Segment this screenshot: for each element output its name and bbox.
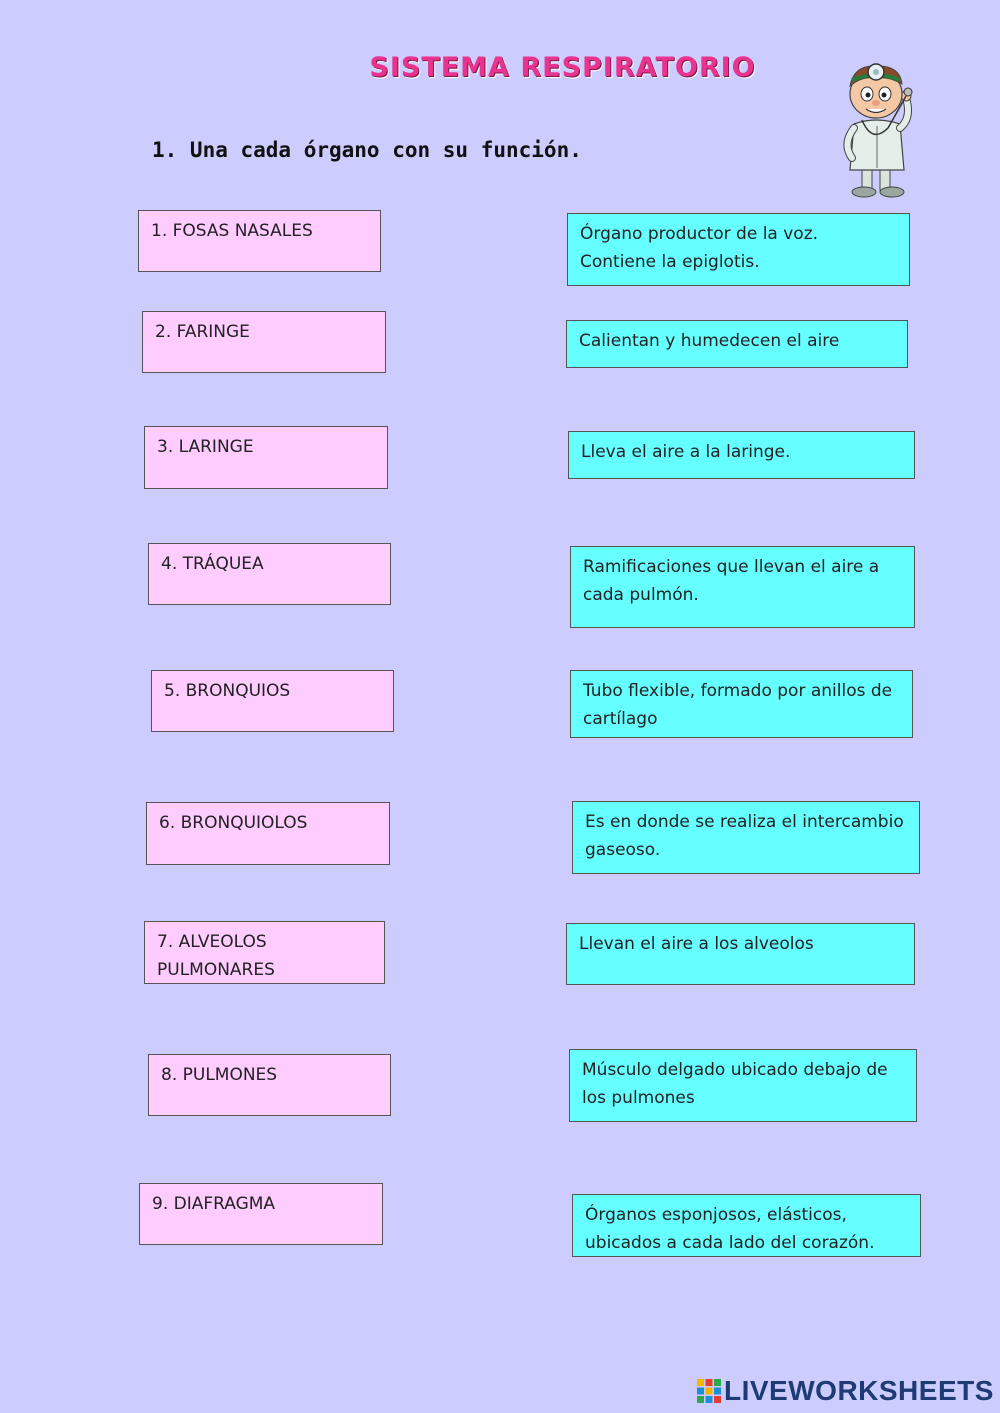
organ-box-3[interactable]: 3. LARINGE	[144, 426, 388, 489]
liveworksheets-logo-icon	[696, 1378, 722, 1404]
function-box-1[interactable]: Órgano productor de la voz. Contiene la epiglotis.	[567, 213, 910, 286]
organ-box-7[interactable]: 7. ALVEOLOS PULMONARES	[144, 921, 385, 984]
organ-box-4[interactable]: 4. TRÁQUEA	[148, 543, 391, 605]
function-box-4[interactable]: Ramificaciones que llevan el aire a cada pulmón.	[570, 546, 915, 628]
function-box-9[interactable]: Órganos esponjosos, elásticos, ubicados a cada lado del corazón.	[572, 1194, 921, 1257]
function-box-8[interactable]: Músculo delgado ubicado debajo de los pulmones	[569, 1049, 917, 1122]
organ-box-8[interactable]: 8. PULMONES	[148, 1054, 391, 1116]
page-title: SISTEMA RESPIRATORIO	[369, 52, 756, 83]
function-box-6[interactable]: Es en donde se realiza el intercambio gaseoso.	[572, 801, 920, 874]
liveworksheets-logo-text: LIVEWORKSHEETS	[724, 1375, 994, 1406]
doctor-illustration	[832, 58, 922, 200]
function-box-5[interactable]: Tubo flexible, formado por anillos de cartílago	[570, 670, 913, 738]
organ-box-9[interactable]: 9. DIAFRAGMA	[139, 1183, 383, 1245]
liveworksheets-logo[interactable]	[696, 1374, 994, 1408]
organ-box-1[interactable]: 1. FOSAS NASALES	[138, 210, 381, 272]
organ-box-6[interactable]: 6. BRONQUIOLOS	[146, 802, 390, 865]
function-box-7[interactable]: Llevan el aire a los alveolos	[566, 923, 915, 985]
function-box-3[interactable]: Lleva el aire a la laringe.	[568, 431, 915, 479]
organ-box-5[interactable]: 5. BRONQUIOS	[151, 670, 394, 732]
organ-box-2[interactable]: 2. FARINGE	[142, 311, 386, 373]
instruction-text: 1. Una cada órgano con su función.	[152, 138, 582, 162]
function-box-2[interactable]: Calientan y humedecen el aire	[566, 320, 908, 368]
